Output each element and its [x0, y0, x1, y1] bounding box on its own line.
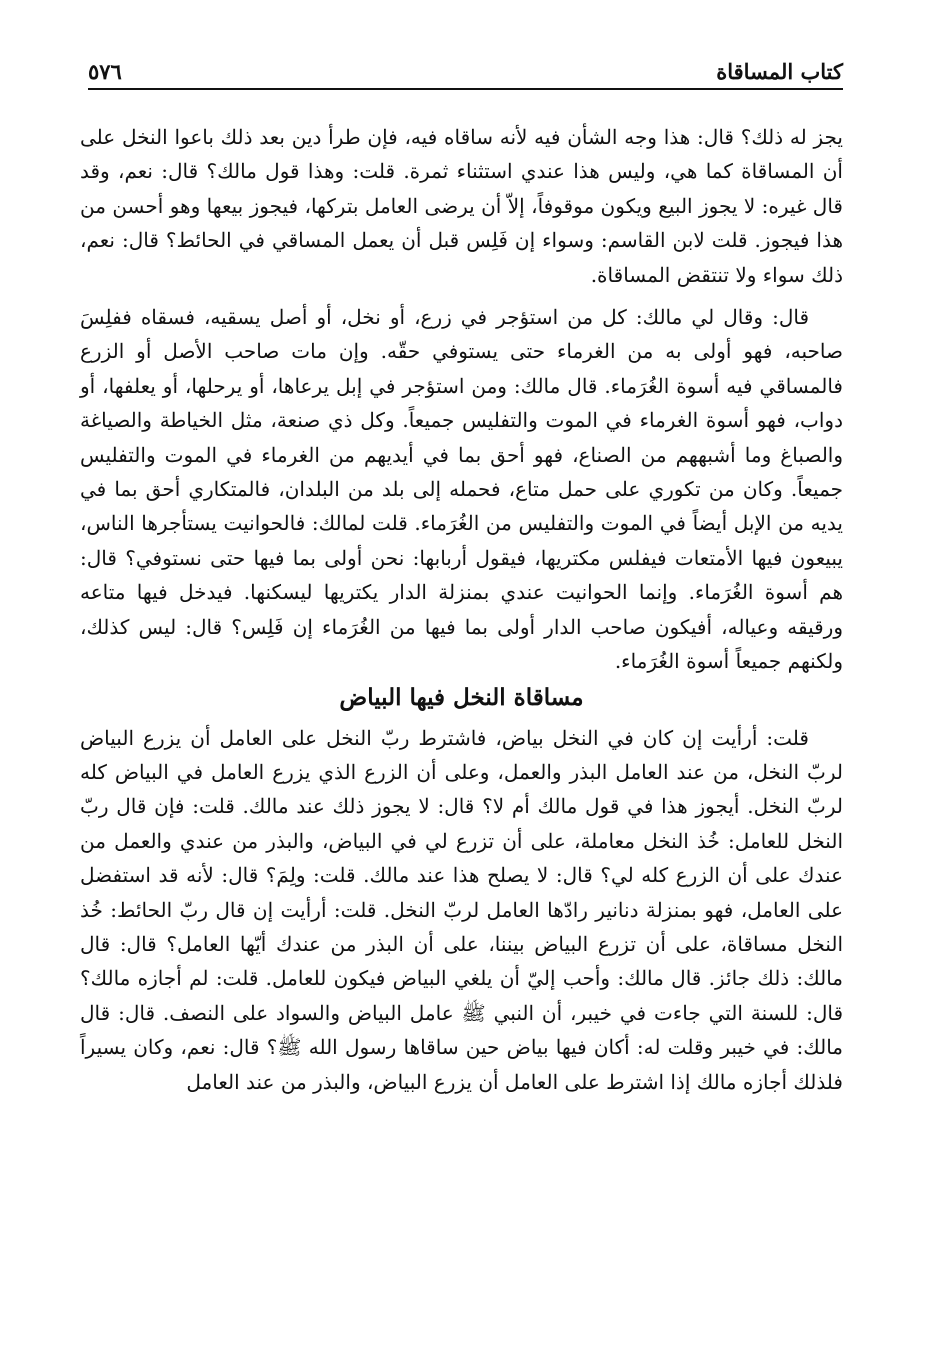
text-body: [80, 120, 843, 1099]
paragraph: قال: وقال لي مالك: كل من استؤجر في زرع، أو نخل، أو أصل يسقيه، فسقاه ففلِسَ صاحبه، فهو أولى به من الغرماء حتى يستوفي حقّه. وإن مات صاحب الأصل أو الزرع فالمساقي فيه أسوة الغُرَماء. قال مالك: ومن استؤجر في إبل يرعاها، أو يرحلها، أو يعلفها، أو دواب، فهو أسوة الغرماء في الموت والتفليس جميعاً. وكل ذي صنعة، مثل الخياطة والصياغة والصباغ وما أشبههم من الصناع، فهو أحق بما في أيديهم من الغرماء في الموت والتفليس جميعاً. وكان من تكوري على حمل متاع، فحمله إلى بلد من البلدان، فالمتكاري أحق بما في يديه من الإبل أيضاً في الموت والتفليس من الغُرَماء. قلت لمالك: فالحوانيت يستأجرها الناس، يبيعون فيها الأمتعات فيفلس مكتريها، فيقول أربابها: نحن أولى بما فيها حتى نستوفي؟ قال: هم أسوة الغُرَماء. وإنما الحوانيت عندي بمنزلة الدار يكتريها ليسكنها. فيدخل فيها متاعه ورقيقه وعياله، أفيكون صاحب الدار أولى بما فيها من الغُرَماء إن فَلِس؟ قال: ليس كذلك، ولكنهم جميعاً أسوة الغُرَماء.: [80, 305, 843, 674]
running-header: [88, 58, 843, 90]
book-title: كتاب المساقاة: [716, 59, 843, 84]
section-heading: مساقاة النخل فيها البياض: [339, 683, 584, 711]
paragraph: قلت: أرأيت إن كان في النخل بياض، فاشترط ربّ النخل على العامل أن يزرع البياض لربّ النخل، من عند العامل البذر والعمل، وعلى أن الزرع الذي يزرع العامل في البياض كله لربّ النخل. أيجوز هذا في قول مالك أم لا؟ قال: لا يجوز ذلك عند مالك. قلت: فإن قال ربّ النخل للعامل: خُذ النخل معاملة، على أن تزرع لي في البياض، والبذر من عندي والعمل من عندك على أن الزرع كله لي؟ قال: لا يصلح هذا عند مالك. قلت: ولِمَ؟ قال: لأنه قد استفضل على العامل، فهو بمنزلة دنانير رادّها العامل لربّ النخل. قلت: أرأيت إن قال ربّ الحائط: خُذ النخل مساقاة، على أن تزرع البياض بيننا، على أن البذر من عندك أيّها العامل؟ قال: قال مالك: ذلك جائز. قال مالك: وأحب إليّ أن يلغي البياض فيكون للعامل. قلت: لم أجازه مالك؟ قال: للسنة التي جاءت في خيبر، أن النبي ﷺ عامل البياض والسواد على النصف. قال: قال مالك: في خيبر وقلت له: أكان فيها بياض حين ساقاها رسول الله ﷺ؟ قال: نعم، وكان يسيراً فلذلك أجازه مالك إذا اشترط على العامل أن يزرع البياض، والبذر من عند العامل: [80, 725, 844, 1094]
paragraph: يجز له ذلك؟ قال: هذا وجه الشأن فيه لأنه ساقاه فيه، فإن طرأ دين بعد ذلك باعوا النخل على أن المساقاة كما هي، وليس هذا عندي استثناء ثمرة. قلت: وهذا قول مالك؟ قال: نعم، وقد قال غيره: لا يجوز البيع ويكون موقوفاً، إلاّ أن يرضى العامل بتركها، فيجوز بيعها وهو أحسن من هذا فيجوز. قلت لابن القاسم: وسواء إن فَلِس قبل أن يعمل المساقي في الحائط؟ قال: نعم، ذلك سواء ولا تنتقض المساقاة.: [80, 125, 843, 287]
page-number: ٥٧٦: [88, 59, 122, 84]
